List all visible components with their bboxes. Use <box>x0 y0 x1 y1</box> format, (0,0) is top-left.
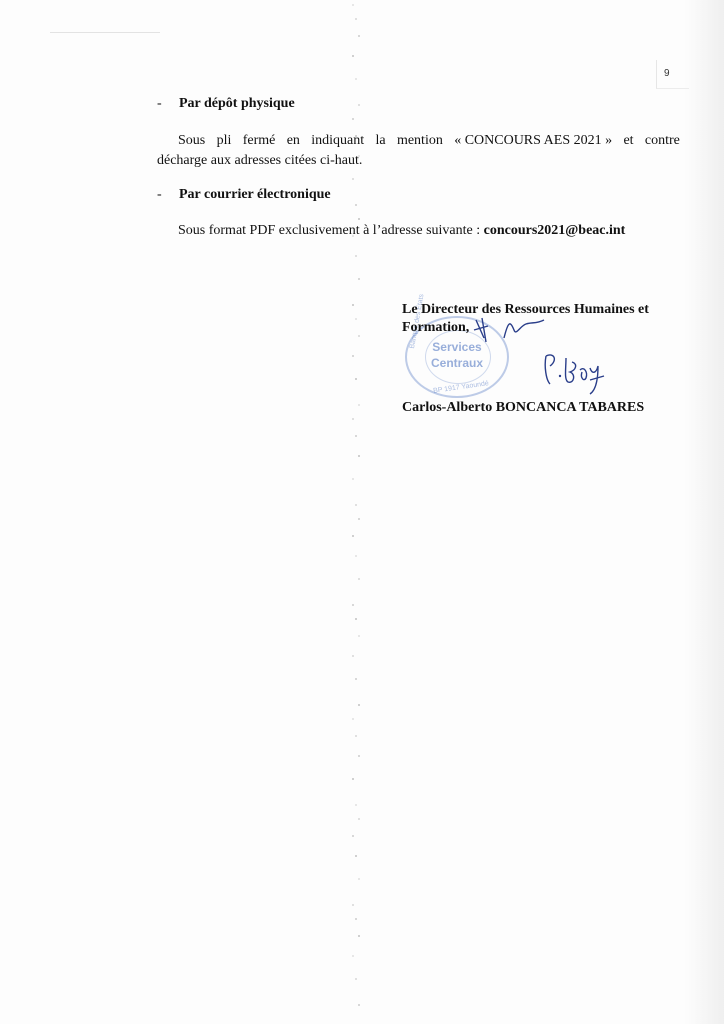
stamp-ring-text-bottom: BP 1917 Yaoundé <box>432 380 490 395</box>
word: contre <box>644 133 680 148</box>
fold-dot <box>358 635 360 637</box>
fold-dot <box>352 718 354 720</box>
word: pli <box>216 133 232 148</box>
fold-dot <box>352 55 354 57</box>
fold-dot <box>358 35 360 37</box>
fold-dot <box>358 578 360 580</box>
dash-bullet-icon: - <box>157 187 162 202</box>
signatory-title-line1: Le Directeur des Ressources Humaines et <box>402 302 649 317</box>
fold-dot <box>355 18 357 20</box>
fold-dot <box>358 278 360 280</box>
fold-dot <box>355 204 357 206</box>
paragraph-text: Sous format PDF exclusivement à l’adresse suivante : <box>178 223 484 238</box>
word: mention <box>396 133 443 148</box>
fold-dot <box>355 804 357 806</box>
signatory-name: Carlos-Alberto BONCANCA TABARES <box>402 400 645 415</box>
paragraph-physical-line2: décharge aux adresses citées ci-haut. <box>157 153 363 168</box>
fold-dot <box>352 955 354 957</box>
word: la <box>375 133 386 148</box>
paragraph-line <box>178 131 680 151</box>
fold-dot <box>352 835 354 837</box>
fold-dot <box>352 655 354 657</box>
fold-dot <box>358 455 360 457</box>
page-number-box <box>656 60 689 89</box>
fold-dot <box>358 755 360 757</box>
fold-dot <box>352 535 354 537</box>
fold-dot <box>352 355 354 357</box>
fold-dot <box>355 978 357 980</box>
section-heading-physical <box>157 96 295 112</box>
word: « CONCOURS AES 2021 » <box>454 133 613 148</box>
fold-dot <box>355 435 357 437</box>
fold-dot <box>355 918 357 920</box>
fold-dot <box>352 304 354 306</box>
fold-dot <box>352 478 354 480</box>
signatory-title-line2: Formation, <box>402 320 470 335</box>
handwritten-signature-icon <box>540 350 610 398</box>
word: et <box>623 133 634 148</box>
stamp-text-line2: Centraux <box>430 356 483 370</box>
dash-bullet-icon: - <box>157 96 162 111</box>
section-heading-email <box>157 187 331 203</box>
fold-dot <box>355 855 357 857</box>
fold-dot <box>358 404 360 406</box>
fold-dot <box>352 778 354 780</box>
initials-signature-icon <box>470 312 550 346</box>
fold-dot <box>355 318 357 320</box>
scan-artifact-line <box>50 32 160 33</box>
fold-dot <box>358 335 360 337</box>
paragraph-physical <box>178 131 680 151</box>
stamp-ring-text-left: Banque des États <box>409 293 426 350</box>
fold-dot <box>352 418 354 420</box>
fold-dot <box>355 378 357 380</box>
scan-shadow <box>684 0 724 1024</box>
fold-dot <box>358 518 360 520</box>
fold-dot <box>355 555 357 557</box>
page-number: 9 <box>664 68 670 79</box>
fold-dot <box>352 904 354 906</box>
fold-dot <box>358 935 360 937</box>
stamp-text-line1: Services <box>432 340 482 354</box>
heading-text: Par courrier électronique <box>179 187 331 202</box>
fold-dot <box>355 735 357 737</box>
fold-dot <box>358 704 360 706</box>
fold-dot <box>355 618 357 620</box>
fold-dot <box>358 878 360 880</box>
fold-dot <box>358 818 360 820</box>
fold-dot <box>358 1004 360 1006</box>
fold-dot <box>355 78 357 80</box>
email-address: concours2021@beac.int <box>483 223 626 238</box>
word: fermé <box>242 133 276 148</box>
fold-dot <box>358 218 360 220</box>
fold-dot <box>355 504 357 506</box>
fold-dot <box>355 678 357 680</box>
fold-dot <box>352 604 354 606</box>
fold-dot <box>352 4 354 6</box>
heading-text: Par dépôt physique <box>179 96 295 111</box>
paragraph-email <box>178 221 625 241</box>
word: Sous <box>178 133 206 148</box>
fold-dot <box>352 178 354 180</box>
fold-dot <box>358 104 360 106</box>
word: en <box>286 133 300 148</box>
fold-dot <box>355 255 357 257</box>
fold-dot <box>352 118 354 120</box>
word: indiquant <box>311 133 365 148</box>
